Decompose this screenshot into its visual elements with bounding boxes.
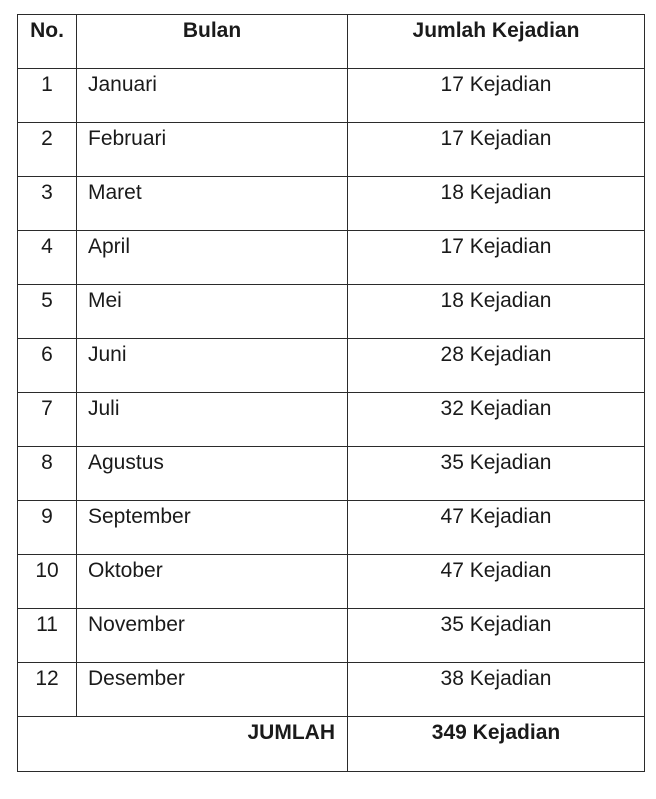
table-row <box>18 177 645 231</box>
table-row <box>18 69 645 123</box>
cell-jumlah <box>348 663 645 717</box>
cell-bulan <box>77 501 348 555</box>
total-value-cell <box>348 717 645 772</box>
cell-no-text: 2 <box>41 127 53 150</box>
cell-jumlah-text: 17 Kejadian <box>440 73 552 96</box>
cell-jumlah-text: 18 Kejadian <box>440 289 552 312</box>
table-row <box>18 447 645 501</box>
cell-jumlah <box>348 339 645 393</box>
cell-bulan <box>77 177 348 231</box>
header-jumlah-label: Jumlah Kejadian <box>412 19 580 42</box>
header-bulan <box>77 15 348 69</box>
cell-no <box>18 177 77 231</box>
header-bulan-label: Bulan <box>182 19 242 42</box>
cell-jumlah-text: 47 Kejadian <box>440 505 552 528</box>
cell-bulan-text: September <box>88 505 191 528</box>
total-label-cell <box>18 717 348 772</box>
cell-jumlah <box>348 123 645 177</box>
cell-bulan <box>77 339 348 393</box>
total-label: JUMLAH <box>247 721 335 744</box>
cell-no <box>18 555 77 609</box>
cell-no <box>18 663 77 717</box>
table-row <box>18 285 645 339</box>
cell-bulan-text: Januari <box>88 73 157 96</box>
cell-bulan-text: Februari <box>88 127 167 150</box>
cell-bulan <box>77 555 348 609</box>
cell-no <box>18 393 77 447</box>
cell-bulan <box>77 447 348 501</box>
cell-bulan-text: Juni <box>88 343 127 366</box>
table-row <box>18 339 645 393</box>
cell-no-text: 6 <box>41 343 53 366</box>
cell-jumlah <box>348 231 645 285</box>
cell-jumlah-text: 35 Kejadian <box>440 451 552 474</box>
cell-no <box>18 285 77 339</box>
cell-jumlah <box>348 177 645 231</box>
cell-bulan-text: Juli <box>88 397 120 420</box>
table-row <box>18 663 645 717</box>
cell-bulan-text: November <box>88 613 185 636</box>
cell-bulan <box>77 231 348 285</box>
header-jumlah <box>348 15 645 69</box>
cell-jumlah <box>348 285 645 339</box>
cell-no-text: 8 <box>41 451 53 474</box>
table-row <box>18 123 645 177</box>
cell-jumlah-text: 35 Kejadian <box>440 613 552 636</box>
cell-bulan <box>77 393 348 447</box>
cell-no-text: 9 <box>41 505 53 528</box>
cell-no-text: 12 <box>35 667 59 690</box>
table-body <box>18 69 645 772</box>
cell-jumlah-text: 17 Kejadian <box>440 235 552 258</box>
header-no <box>18 15 77 69</box>
table-row <box>18 393 645 447</box>
cell-jumlah-text: 18 Kejadian <box>440 181 552 204</box>
incident-table <box>17 14 645 772</box>
cell-no-text: 3 <box>41 181 53 204</box>
cell-jumlah-text: 32 Kejadian <box>440 397 552 420</box>
cell-jumlah <box>348 609 645 663</box>
cell-jumlah <box>348 501 645 555</box>
cell-jumlah <box>348 447 645 501</box>
cell-no-text: 4 <box>41 235 53 258</box>
cell-no-text: 10 <box>35 559 59 582</box>
cell-no <box>18 123 77 177</box>
cell-bulan-text: April <box>88 235 131 258</box>
cell-bulan-text: Oktober <box>88 559 163 582</box>
cell-jumlah-text: 38 Kejadian <box>440 667 552 690</box>
cell-bulan-text: Agustus <box>88 451 164 474</box>
cell-no-text: 11 <box>36 613 58 636</box>
cell-bulan <box>77 123 348 177</box>
header-no-label: No. <box>30 19 64 42</box>
cell-no-text: 5 <box>41 289 53 312</box>
cell-no <box>18 69 77 123</box>
cell-no-text: 1 <box>41 73 53 96</box>
cell-bulan-text: Desember <box>88 667 185 690</box>
cell-bulan <box>77 609 348 663</box>
table-row <box>18 609 645 663</box>
table-row <box>18 501 645 555</box>
cell-bulan <box>77 285 348 339</box>
cell-no <box>18 447 77 501</box>
table-header <box>18 15 645 69</box>
cell-no <box>18 501 77 555</box>
cell-jumlah-text: 17 Kejadian <box>440 127 552 150</box>
cell-bulan-text: Maret <box>88 181 142 204</box>
header-row <box>18 15 645 69</box>
total-value: 349 Kejadian <box>431 721 561 744</box>
table-row <box>18 231 645 285</box>
cell-no <box>18 231 77 285</box>
total-row <box>18 717 645 772</box>
cell-no-text: 7 <box>41 397 53 420</box>
cell-bulan-text: Mei <box>88 289 122 312</box>
cell-jumlah-text: 28 Kejadian <box>440 343 552 366</box>
cell-jumlah-text: 47 Kejadian <box>440 559 552 582</box>
cell-no <box>18 339 77 393</box>
cell-no <box>18 609 77 663</box>
cell-bulan <box>77 69 348 123</box>
cell-bulan <box>77 663 348 717</box>
cell-jumlah <box>348 555 645 609</box>
cell-jumlah <box>348 69 645 123</box>
cell-jumlah <box>348 393 645 447</box>
table-row <box>18 555 645 609</box>
